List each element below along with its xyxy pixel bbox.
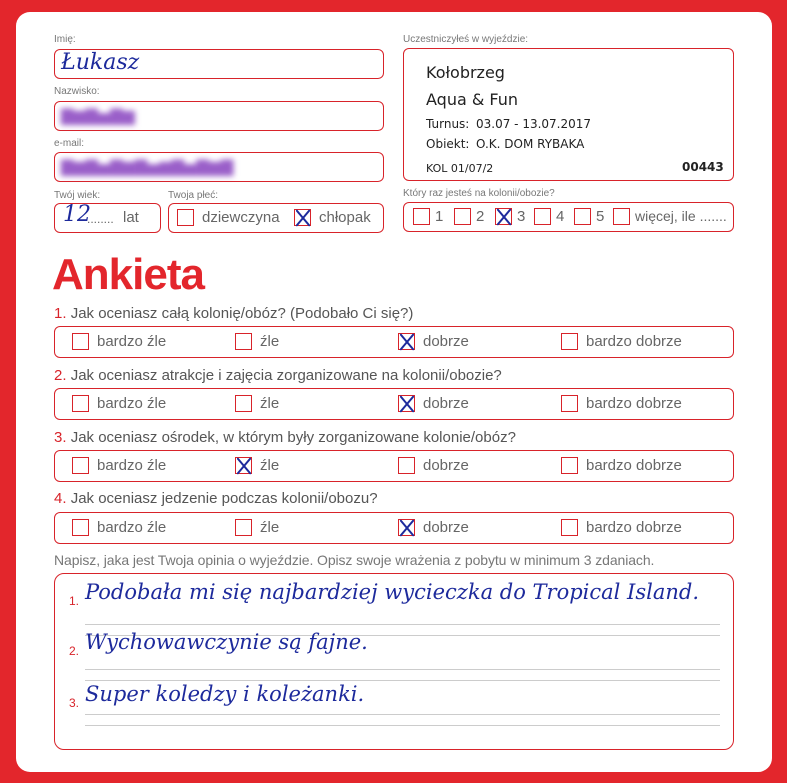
q3-option-bad[interactable] bbox=[235, 457, 252, 474]
q3-label-very-bad: bardzo źle bbox=[97, 457, 167, 474]
q4-label-good: dobrze bbox=[423, 519, 469, 536]
opinion-rule-1 bbox=[85, 624, 720, 625]
q3-label-bad: źle bbox=[260, 457, 280, 474]
q4-label-very-bad: bardzo źle bbox=[97, 519, 167, 536]
question-1: 1. Jak oceniasz całą kolonię/obóz? (Podobało Ci się?) bbox=[54, 305, 414, 322]
opinion-line-3-number: 3. bbox=[69, 696, 80, 710]
question-3: 3. Jak oceniasz ośrodek, w którym były zorganizowane kolonie/obóz? bbox=[54, 429, 516, 446]
opinion-line-3: Super koledzy i koleżanki. bbox=[85, 682, 365, 706]
q4-label-very-good: bardzo dobrze bbox=[586, 519, 682, 536]
trip-program: Aqua & Fun bbox=[426, 90, 519, 109]
name-label: Imię: bbox=[54, 34, 76, 45]
surname-label: Nazwisko: bbox=[54, 86, 100, 97]
q4-option-very-bad[interactable] bbox=[72, 519, 89, 536]
surname-field[interactable] bbox=[54, 101, 384, 131]
obiekt-label: Obiekt: bbox=[426, 137, 470, 151]
visit-1-checkbox[interactable] bbox=[413, 208, 430, 225]
visit-1-label: 1 bbox=[435, 208, 444, 225]
question-2: 2. Jak oceniasz atrakcje i zajęcia zorganizowane na kolonii/obozie? bbox=[54, 367, 502, 384]
trip-label: Uczestniczyłeś w wyjeździe: bbox=[403, 34, 529, 45]
q1-label-good: dobrze bbox=[423, 333, 469, 350]
visit-4-label: 4 bbox=[556, 208, 565, 225]
turnus-value: 03.07 - 13.07.2017 bbox=[476, 117, 592, 131]
q2-option-very-bad[interactable] bbox=[72, 395, 89, 412]
name-value: Łukasz bbox=[61, 50, 140, 75]
obiekt-value: O.K. DOM RYBAKA bbox=[476, 137, 585, 151]
q1-option-very-bad[interactable] bbox=[72, 333, 89, 350]
gender-male-label: chłopak bbox=[319, 209, 371, 226]
q4-option-very-good[interactable] bbox=[561, 519, 578, 536]
q1-option-very-good[interactable] bbox=[561, 333, 578, 350]
visits-label: Który raz jesteś na kolonii/obozie? bbox=[403, 188, 555, 199]
opinion-line-2-number: 2. bbox=[69, 644, 80, 658]
email-label: e-mail: bbox=[54, 138, 85, 149]
q1-label-very-bad: bardzo źle bbox=[97, 333, 167, 350]
q2-option-very-good[interactable] bbox=[561, 395, 578, 412]
visit-3-label: 3 bbox=[517, 208, 526, 225]
answer-row-3 bbox=[54, 450, 734, 482]
q2-label-bad: źle bbox=[260, 395, 280, 412]
opinion-rule-3 bbox=[85, 714, 720, 715]
gender-field bbox=[168, 203, 384, 233]
gender-male-checkbox[interactable] bbox=[294, 209, 311, 226]
opinion-line-2: Wychowawczynie są fajne. bbox=[85, 630, 368, 654]
opinion-rule-2b bbox=[85, 680, 720, 681]
opinion-prompt: Napisz, jaka jest Twoja opinia o wyjeździe. Opisz swoje wrażenia z pobytu w minimum 3 zdaniach. bbox=[54, 552, 655, 568]
q1-option-good[interactable] bbox=[398, 333, 415, 350]
email-field[interactable] bbox=[54, 152, 384, 182]
q2-label-very-bad: bardzo źle bbox=[97, 395, 167, 412]
question-4: 4. Jak oceniasz jedzenie podczas kolonii/obozu? bbox=[54, 490, 378, 507]
answer-row-2 bbox=[54, 388, 734, 420]
q3-option-good[interactable] bbox=[398, 457, 415, 474]
visit-3-checkbox[interactable] bbox=[495, 208, 512, 225]
answer-row-1 bbox=[54, 326, 734, 358]
trip-code: KOL 01/07/2 bbox=[426, 162, 494, 175]
visit-4-checkbox[interactable] bbox=[534, 208, 551, 225]
trip-number: 00443 bbox=[682, 160, 724, 174]
q2-option-bad[interactable] bbox=[235, 395, 252, 412]
visit-more-checkbox[interactable] bbox=[613, 208, 630, 225]
q3-label-good: dobrze bbox=[423, 457, 469, 474]
opinion-line-1-number: 1. bbox=[69, 594, 80, 608]
opinion-rule-3b bbox=[85, 725, 720, 726]
q2-option-good[interactable] bbox=[398, 395, 415, 412]
opinion-rule-2 bbox=[85, 669, 720, 670]
age-value: 12 bbox=[63, 202, 91, 227]
gender-female-checkbox[interactable] bbox=[177, 209, 194, 226]
age-dots: ........ bbox=[87, 212, 114, 226]
q1-option-bad[interactable] bbox=[235, 333, 252, 350]
q4-label-bad: źle bbox=[260, 519, 280, 536]
opinion-line-1: Podobała mi się najbardziej wycieczka do Tropical Island. bbox=[85, 580, 699, 604]
gender-female-label: dziewczyna bbox=[202, 209, 280, 226]
q4-option-good[interactable] bbox=[398, 519, 415, 536]
trip-city: Kołobrzeg bbox=[426, 63, 505, 82]
answer-row-4 bbox=[54, 512, 734, 544]
visit-2-label: 2 bbox=[476, 208, 485, 225]
q3-option-very-bad[interactable] bbox=[72, 457, 89, 474]
trip-info-box bbox=[403, 48, 734, 181]
q4-option-bad[interactable] bbox=[235, 519, 252, 536]
age-field[interactable] bbox=[54, 203, 161, 233]
age-unit: lat bbox=[123, 209, 139, 226]
visits-field bbox=[403, 202, 734, 232]
q1-label-bad: źle bbox=[260, 333, 280, 350]
surname-redacted: ▇▆▇▅▇▆ bbox=[61, 106, 135, 125]
q3-option-very-good[interactable] bbox=[561, 457, 578, 474]
visit-5-checkbox[interactable] bbox=[574, 208, 591, 225]
email-redacted: ▇▆▇▅▇▆▇▅▆▇▅▇▆▇ bbox=[61, 157, 234, 176]
gender-label: Twoja płeć: bbox=[168, 190, 219, 201]
visit-5-label: 5 bbox=[596, 208, 605, 225]
opinion-box[interactable] bbox=[54, 573, 734, 750]
visit-2-checkbox[interactable] bbox=[454, 208, 471, 225]
name-field[interactable] bbox=[54, 49, 384, 79]
turnus-label: Turnus: bbox=[426, 117, 470, 131]
visit-more-label: więcej, ile ....... bbox=[635, 208, 727, 224]
q2-label-good: dobrze bbox=[423, 395, 469, 412]
q2-label-very-good: bardzo dobrze bbox=[586, 395, 682, 412]
q1-label-very-good: bardzo dobrze bbox=[586, 333, 682, 350]
survey-title: Ankieta bbox=[52, 250, 204, 299]
age-label: Twój wiek: bbox=[54, 190, 101, 201]
q3-label-very-good: bardzo dobrze bbox=[586, 457, 682, 474]
